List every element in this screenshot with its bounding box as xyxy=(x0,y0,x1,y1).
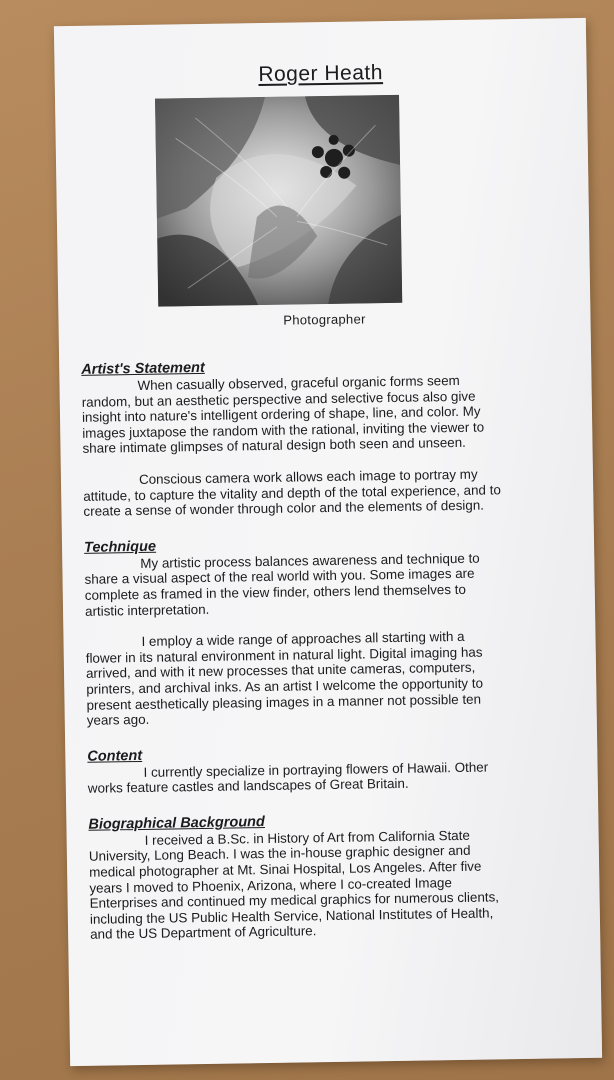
statement-paragraph-1: When casually observed, graceful organic forms seem random, but an aesthetic perspective and selective focus also give insight into nature's intelligent ordering of shape, line, and color. My images juxtapose the random with the rational, inviting the viewer to share intimate glimpses of natural design both seen and unseen. xyxy=(81,372,485,457)
content-paragraph: I currently specialize in portraying flowers of Hawaii. Other works feature castles and landscapes of Great Britain. xyxy=(87,759,489,797)
flower-photograph xyxy=(155,95,402,307)
artist-bio-sheet xyxy=(54,18,602,1066)
photo-caption: Photographer xyxy=(283,311,366,328)
technique-paragraph-2: I employ a wide range of approaches all starting with a flower in its natural environment in natural light. Digital imaging has arrived, and with it new processes that unite cameras, computers, printers, and archival inks. As an artist I welcome the opportunity to present aesthetically pleasing images in a manner not possible ten years ago. xyxy=(85,628,484,728)
biography-heading: Biographical Background xyxy=(88,813,265,833)
biography-paragraph: I received a B.Sc. in History of Art from California State University, Long Beach. I was the in-house graphic designer and medical photographer at Mt. Sinai Hospital, Los Angeles. After five years I moved to Phoenix, Arizona, where I co-created Image Enterprises and continued my medical graphics for numerous clients, including the US Public Health Service, National Institutes of Health, and the US Department of Agriculture. xyxy=(88,827,500,943)
statement-paragraph-2: Conscious camera work allows each image to portray my attitude, to capture the vitality and depth of the total experience, and to create a sense of wonder through color and the elements of design. xyxy=(83,466,501,519)
artist-name-title: Roger Heath xyxy=(258,61,384,87)
technique-heading: Technique xyxy=(83,538,157,556)
technique-paragraph-1: My artistic process balances awareness and technique to share a visual aspect of the real world with you. Some images are complete as framed in the view finder, others lend themselves to artistic interpretation. xyxy=(84,550,480,619)
bio-body xyxy=(81,355,508,943)
statement-heading: Artist's Statement xyxy=(81,359,205,378)
content-heading: Content xyxy=(87,747,143,765)
